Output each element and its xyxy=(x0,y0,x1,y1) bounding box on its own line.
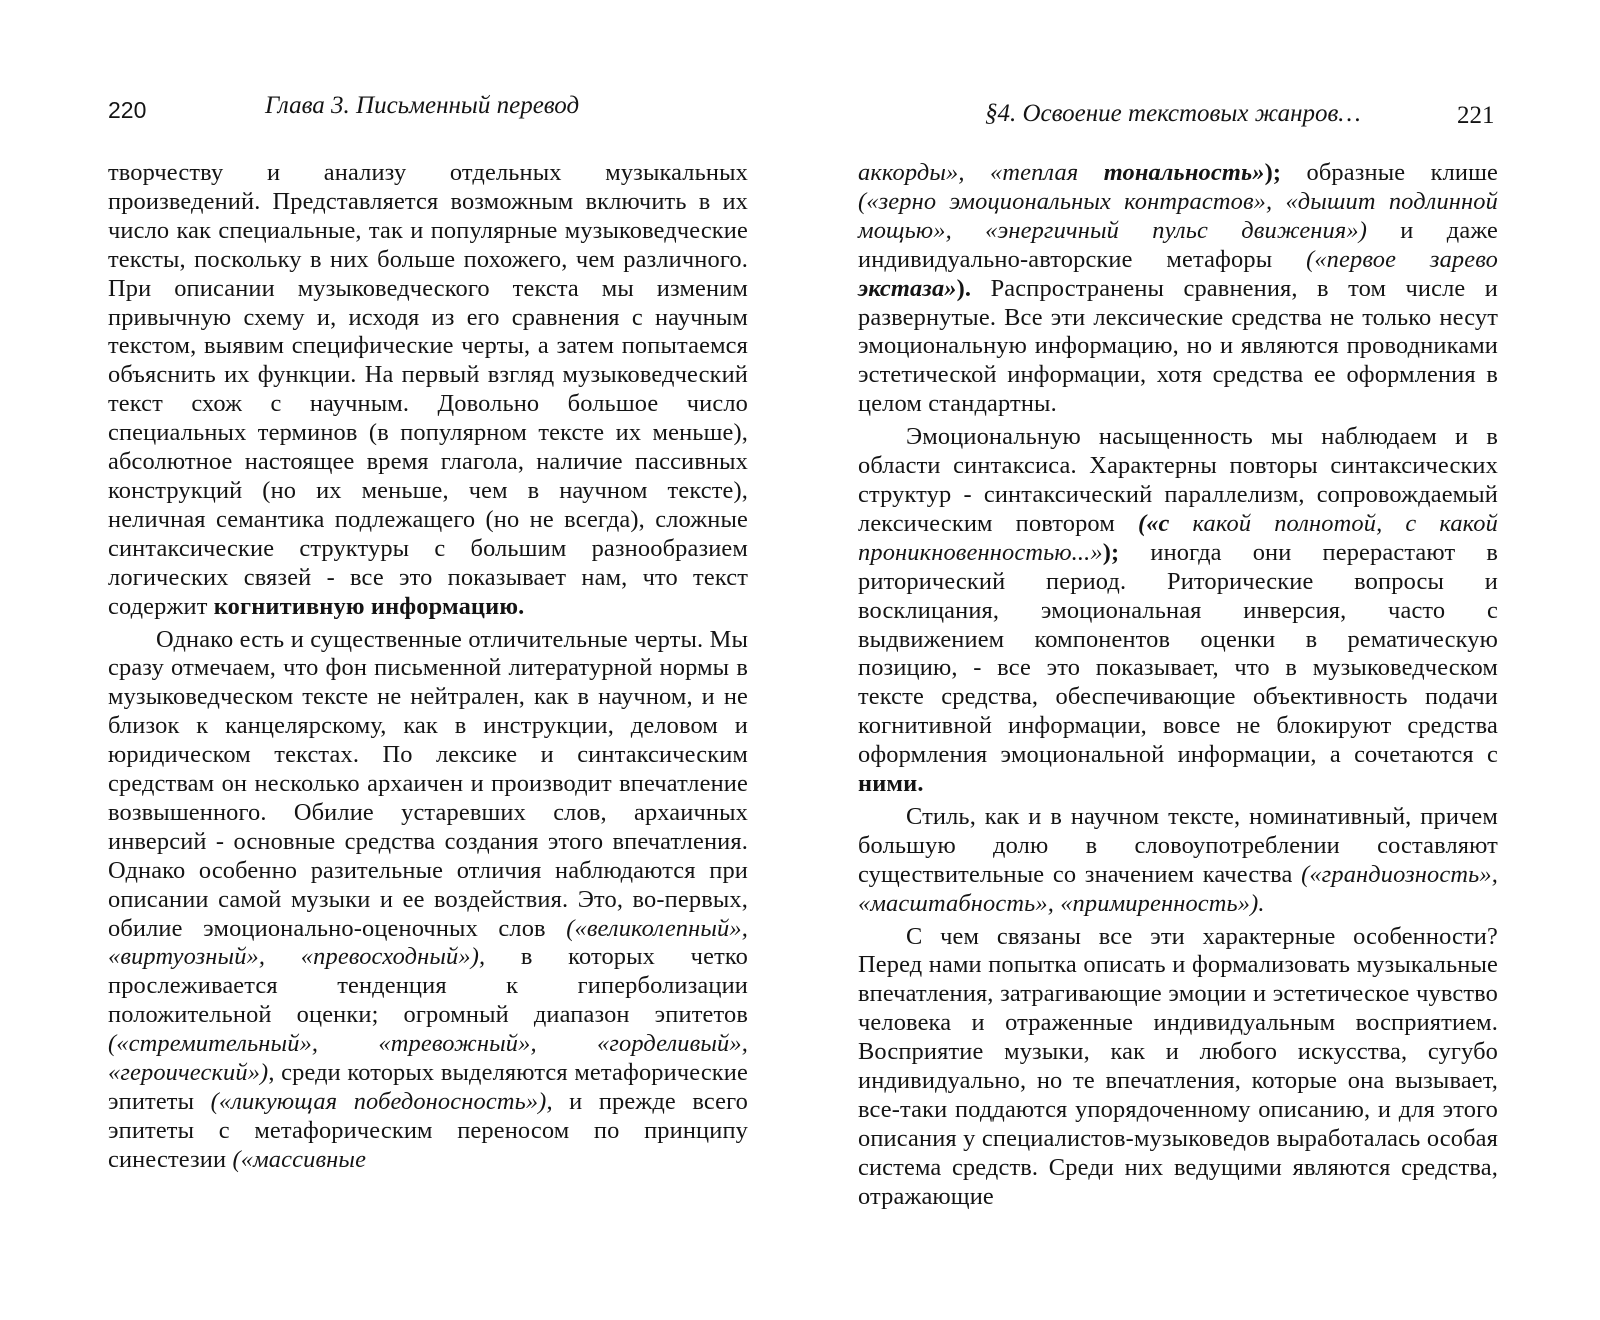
emphasis-run: ). xyxy=(956,274,972,302)
emphasis-run: аккорды», «теплая xyxy=(858,159,1104,186)
text-run: Распространены сравнения, в том числе и развернутые. Все эти лексические средства не только несут эмоциональную информацию, но и являются проводниками эстетической информации, хотя средства ее оформления в целом стандартны. xyxy=(858,274,1498,418)
emphasis-run: («зерно эмоциональных контрастов», «дышит подлинной мощью», «энергичный пульс движения») xyxy=(858,187,1498,244)
emphasis-run: («стремительный», «тревожный», «горделивый», «героический») xyxy=(108,1030,748,1087)
emphasis-run: ); xyxy=(1102,538,1120,566)
emphasis-run: («массивные xyxy=(232,1145,367,1173)
emphasis-run: тональность» xyxy=(1103,159,1265,186)
text-run: С чем связаны все эти характерные особенности? Перед нами попытка описать и формализовать музыкальные впечатления, затрагивающие эмоции и эстетическое чувство человека и отраженные индивидуальным восприятием. Восприятие музыки, как и любого искусства, сугубо индивидуально, но те впечатления, которые она вызывает, все-таки поддаются упорядоченному описанию, и для этого описания у специалистов-музыковедов выработалась особая система средств. Среди них ведущими являются средства, отражающие xyxy=(858,922,1498,1210)
emphasis-run: («великолепный», «виртуозный», «превосходный»), xyxy=(108,914,748,971)
emphasis-run: ); xyxy=(1264,159,1282,186)
emphasis-run: какой полнотой, с какой проникновенностью...» xyxy=(858,509,1498,566)
running-head: Глава 3. Письменный перевод xyxy=(265,92,580,119)
text-run: Стиль, как и в научном тексте, номинативный, причем большую долю в словоупотреблении составляют существительные со значением качества xyxy=(858,802,1498,888)
paragraph xyxy=(858,159,1498,419)
paragraph xyxy=(108,159,748,622)
text-run: иногда они перерастают в риторический период. Риторические вопросы и восклицания, эмоциональная инверсия, часто с выдвижением компонентов оценки в рематическую позицию, - все это показывает, что в музыковедческом тексте средства, обеспечивающие объективность подачи когнитивной информации, вовсе не блокируют средства оформления эмоциональной информации, а сочетаются с xyxy=(858,538,1498,769)
paragraph xyxy=(858,923,1498,1212)
text-run: в которых четко прослеживается тенденция к гиперболизации положительной оценки; огромный диапазон эпитетов xyxy=(108,943,748,1029)
text-run: и даже индивидуально-авторские метафоры xyxy=(858,216,1498,273)
text-run: образные клише xyxy=(1281,159,1499,186)
text-run: и прежде всего эпитеты с метафорическим переносом по принципу синестезии xyxy=(108,1088,749,1173)
right-page xyxy=(800,0,1600,1320)
running-head: §4. Освоение текстовых жанров… xyxy=(985,100,1361,127)
page-number: 220 xyxy=(108,97,147,123)
emphasis-run: экстаза» xyxy=(858,274,957,302)
emphasis-run: («грандиозность», «масштабность», «примиренность»). xyxy=(858,860,1498,917)
text-run: Эмоциональную насыщенность мы наблюдаем и в области синтаксиса. Характерны повторы синтаксических структур - синтаксический параллелизм, сопровождаемый лексическим повтором xyxy=(858,423,1498,537)
text-run: Однако есть и существенные отличительные черты. Мы сразу отмечаем, что фон письменной литературной нормы в музыковедческом тексте не нейтрален, как в научном, и не близок к канцелярскому, как в инструкции, деловом и юридическом текстах. По лексике и синтаксическим средствам он несколько архаичен и производит впечатление возвышенного. Обилие устаревших слов, архаичных инверсий - основные средства создания этого впечатления. Однако особенно разительные отличия наблюдаются при описании самой музыки и ее воздействия. Это, во-первых, обилие эмоционально-оценочных слов xyxy=(108,625,748,942)
text-run: , среди которых выделяются метафорические эпитеты xyxy=(108,1059,748,1115)
paragraph xyxy=(858,423,1498,799)
emphasis-run: («первое зарево xyxy=(1306,245,1498,273)
emphasis-run: когнитивную информацию. xyxy=(213,592,525,620)
emphasis-run: ними. xyxy=(858,770,924,798)
paragraph xyxy=(858,803,1498,919)
page-number: 221 xyxy=(1457,102,1495,129)
emphasis-run: («с xyxy=(1137,509,1170,537)
emphasis-run: («ликующая победоносность»), xyxy=(210,1088,553,1115)
paragraph xyxy=(108,626,748,1175)
text-run: творчеству и анализу отдельных музыкальных произведений. Представляется возможным включить в их число как специальные, так и популярные музыковедческие тексты, поскольку в них больше похожего, чем различного. При описании музыковедческого текста мы изменим привычную схему и, исходя из его сравнения с научным текстом, выявим специфические черты, а затем попытаемся объяснить их функции. На первый взгляд музыковедческий текст схож с научным. Довольно большое число специальных терминов (в популярном тексте их меньше), абсолютное настоящее время глагола, наличие пассивных конструкций (но их меньше, чем в научном тексте), неличная семантика подлежащего (но не всегда), сложные синтаксические структуры с большим разнообразием логических связей - все это показывает нам, что текст содержит xyxy=(108,159,748,620)
body-text xyxy=(858,159,1498,1212)
body-text xyxy=(108,159,748,1175)
